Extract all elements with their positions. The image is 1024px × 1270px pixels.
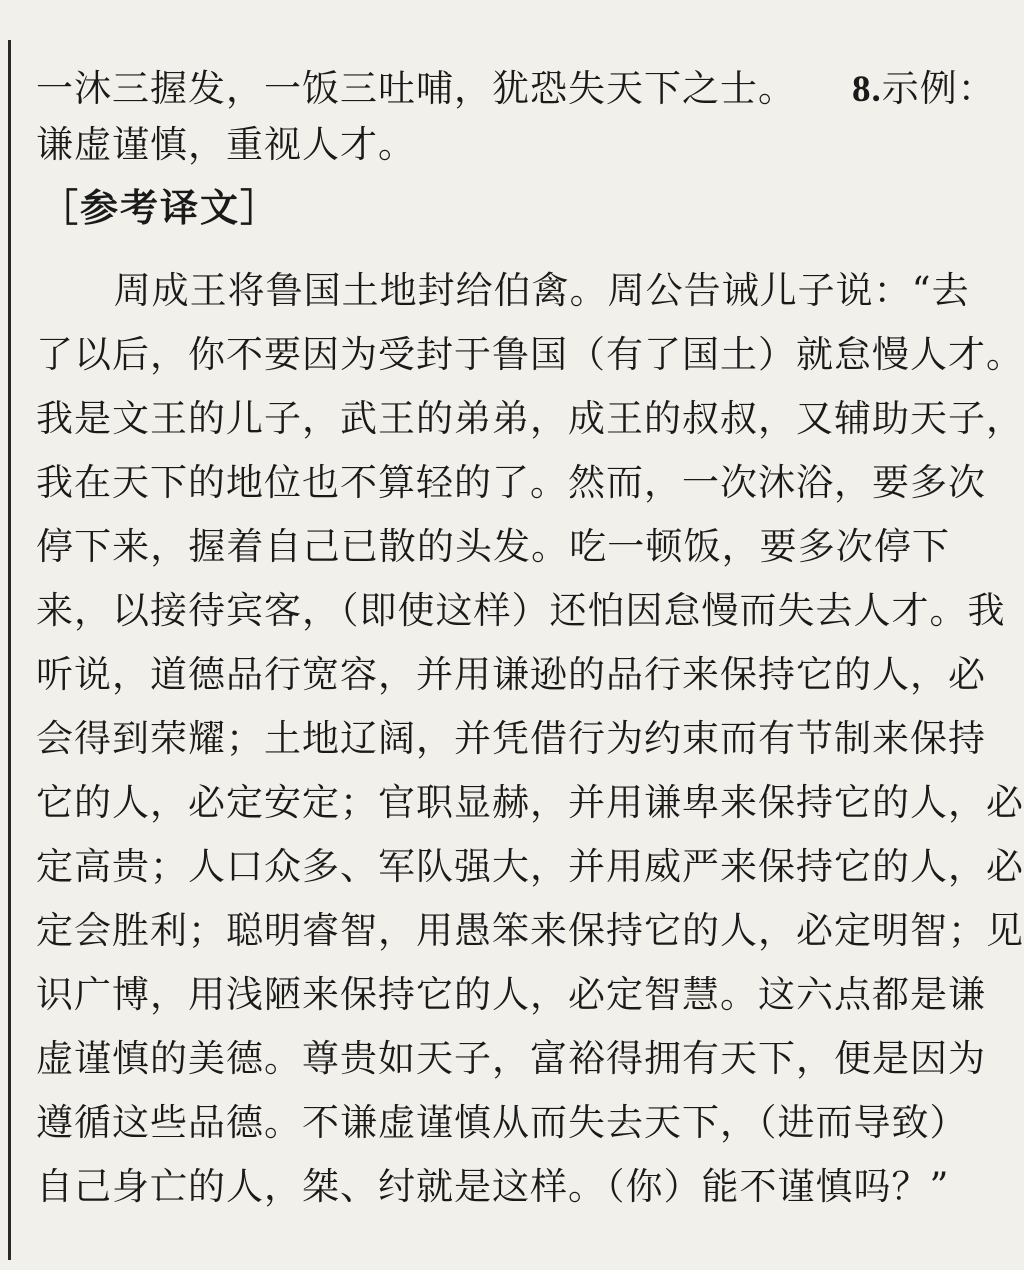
translation-line: 遵循这些品德。不谦虚谨慎从而失去天下，（进而导致） (36, 1101, 968, 1144)
translation-line: 停下来，握着自己已散的头发。吃一顿饭，要多次停下 (36, 525, 950, 568)
translation-line: 虚谨慎的美德。尊贵如天子，富裕得拥有天下，便是因为 (36, 1037, 986, 1080)
translation-line: 周成王将鲁国土地封给伯禽。周公告诫儿子说：“去 (113, 269, 970, 312)
item-8-number: 8. (852, 69, 882, 110)
reference-translation-heading: ［参考译文］ (40, 186, 281, 230)
translation-line: 我在天下的地位也不算轻的了。然而，一次沐浴，要多次 (36, 461, 986, 504)
translation-line: 听说，道德品行宽容，并用谦逊的品行来保持它的人，必 (36, 653, 986, 696)
translation-line: 它的人，必定安定；官职显赫，并用谦卑来保持它的人，必 (36, 781, 1024, 824)
translation-line: 定高贵；人口众多、军队强大，并用威严来保持它的人，必 (36, 845, 1024, 888)
translation-line: 来，以接待宾客，（即使这样）还怕因怠慢而失去人才。我 (36, 589, 1006, 632)
translation-line: 定会胜利；聪明睿智，用愚笨来保持它的人，必定明智；见 (36, 909, 1024, 952)
left-margin-rule (8, 40, 11, 1260)
answer-7-text: 一沐三握发，一饭三吐哺，犹恐失天下之士。 (36, 67, 796, 110)
item-8-label: 示例： (881, 67, 996, 110)
translation-line: 会得到荣耀；土地辽阔，并凭借行为约束而有节制来保持 (36, 717, 986, 760)
translation-line: 了以后，你不要因为受封于鲁国（有了国土）就怠慢人才。 (36, 333, 1024, 376)
translation-line: 识广博，用浅陋来保持它的人，必定智慧。这六点都是谦 (36, 973, 986, 1016)
answer-line-2: 谦虚谨慎，重视人才。 (36, 123, 416, 166)
translation-line-last: 自己身亡的人，桀、纣就是这样。（你）能不谨慎吗？” (36, 1165, 950, 1208)
answer-line-1 (36, 66, 996, 113)
translation-line: 我是文王的儿子，武王的弟弟，成王的叔叔，又辅助天子， (36, 397, 1024, 440)
